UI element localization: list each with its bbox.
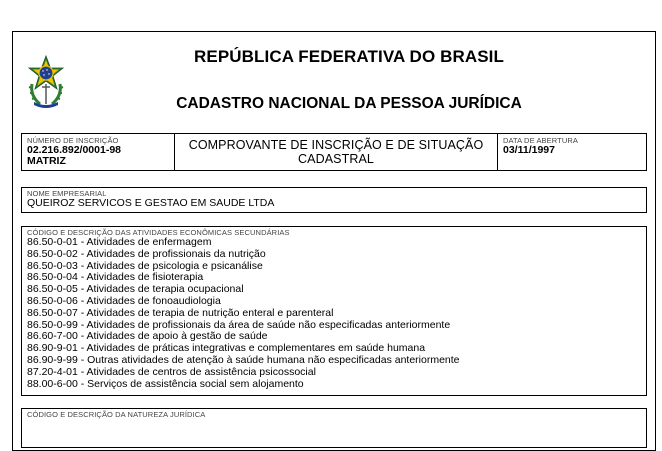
inscription-number-cell	[22, 134, 174, 170]
business-name-box	[21, 187, 647, 213]
comprovante-title-line1: COMPROVANTE DE INSCRIÇÃO E DE SITUAÇÃO	[188, 138, 484, 152]
inscription-number-label: NÚMERO DE INSCRIÇÃO	[27, 136, 119, 145]
page-title: REPÚBLICA FEDERATIVA DO BRASIL	[194, 47, 504, 66]
secondary-activity-item: 86.60-7-00 - Atividades de apoio à gestão de saúde	[27, 330, 268, 343]
legal-nature-box	[21, 408, 647, 448]
secondary-activities-list	[27, 237, 646, 390]
business-name-label: NOME EMPRESARIAL	[27, 189, 107, 198]
secondary-activity-item: 86.50-0-06 - Atividades de fonoaudiologia	[27, 294, 221, 307]
comprovante-cell	[174, 134, 497, 170]
opening-date-label: DATA DE ABERTURA	[503, 136, 578, 145]
business-name-value: QUEIROZ SERVICOS E GESTAO EM SAUDE LTDA	[27, 197, 275, 209]
comprovante-title-line2: CADASTRAL	[298, 152, 374, 166]
inscription-row	[21, 133, 647, 171]
secondary-activity-item: 86.50-0-05 - Atividades de terapia ocupacional	[27, 283, 244, 296]
secondary-activity-item: 88.00-6-00 - Serviços de assistência social sem alojamento	[27, 377, 304, 390]
secondary-activity-item: 86.50-0-99 - Atividades de profissionais da área de saúde não especificadas anteriormente	[27, 318, 451, 331]
page-subtitle: CADASTRO NACIONAL DA PESSOA JURÍDICA	[176, 95, 522, 112]
secondary-activity-item: 86.50-0-04 - Atividades de fisioterapia	[27, 271, 204, 284]
secondary-activity-item: 86.50-0-01 - Atividades de enfermagem	[27, 236, 212, 248]
secondary-activity-item: 86.90-9-01 - Atividades de práticas integrativas e complementares em saúde humana	[27, 342, 426, 355]
secondary-activities-label: CÓDIGO E DESCRIÇÃO DAS ATIVIDADES ECONÔMICAS SECUNDÁRIAS	[27, 228, 290, 237]
document-frame	[12, 31, 656, 451]
opening-date-value: 03/11/1997	[503, 144, 555, 156]
inscription-number-value: 02.216.892/0001-98	[27, 144, 122, 156]
secondary-activity-item: 86.50-0-07 - Atividades de terapia de nutrição enteral e parenteral	[27, 306, 334, 319]
secondary-activity-item: 86.50-0-02 - Atividades de profissionais da nutrição	[27, 247, 266, 260]
secondary-activities-box	[21, 226, 647, 396]
secondary-activity-item: 86.90-9-99 - Outras atividades de atenção à saúde humana não especificadas anteriormente	[27, 353, 460, 366]
opening-date-cell	[497, 134, 646, 170]
inscription-type-value: MATRIZ	[27, 155, 66, 167]
secondary-activity-item: 86.50-0-03 - Atividades de psicologia e psicanálise	[27, 259, 263, 272]
secondary-activity-item: 87.20-4-01 - Atividades de centros de assistência psicossocial	[27, 365, 316, 378]
legal-nature-label: CÓDIGO E DESCRIÇÃO DA NATUREZA JURÍDICA	[27, 410, 206, 419]
